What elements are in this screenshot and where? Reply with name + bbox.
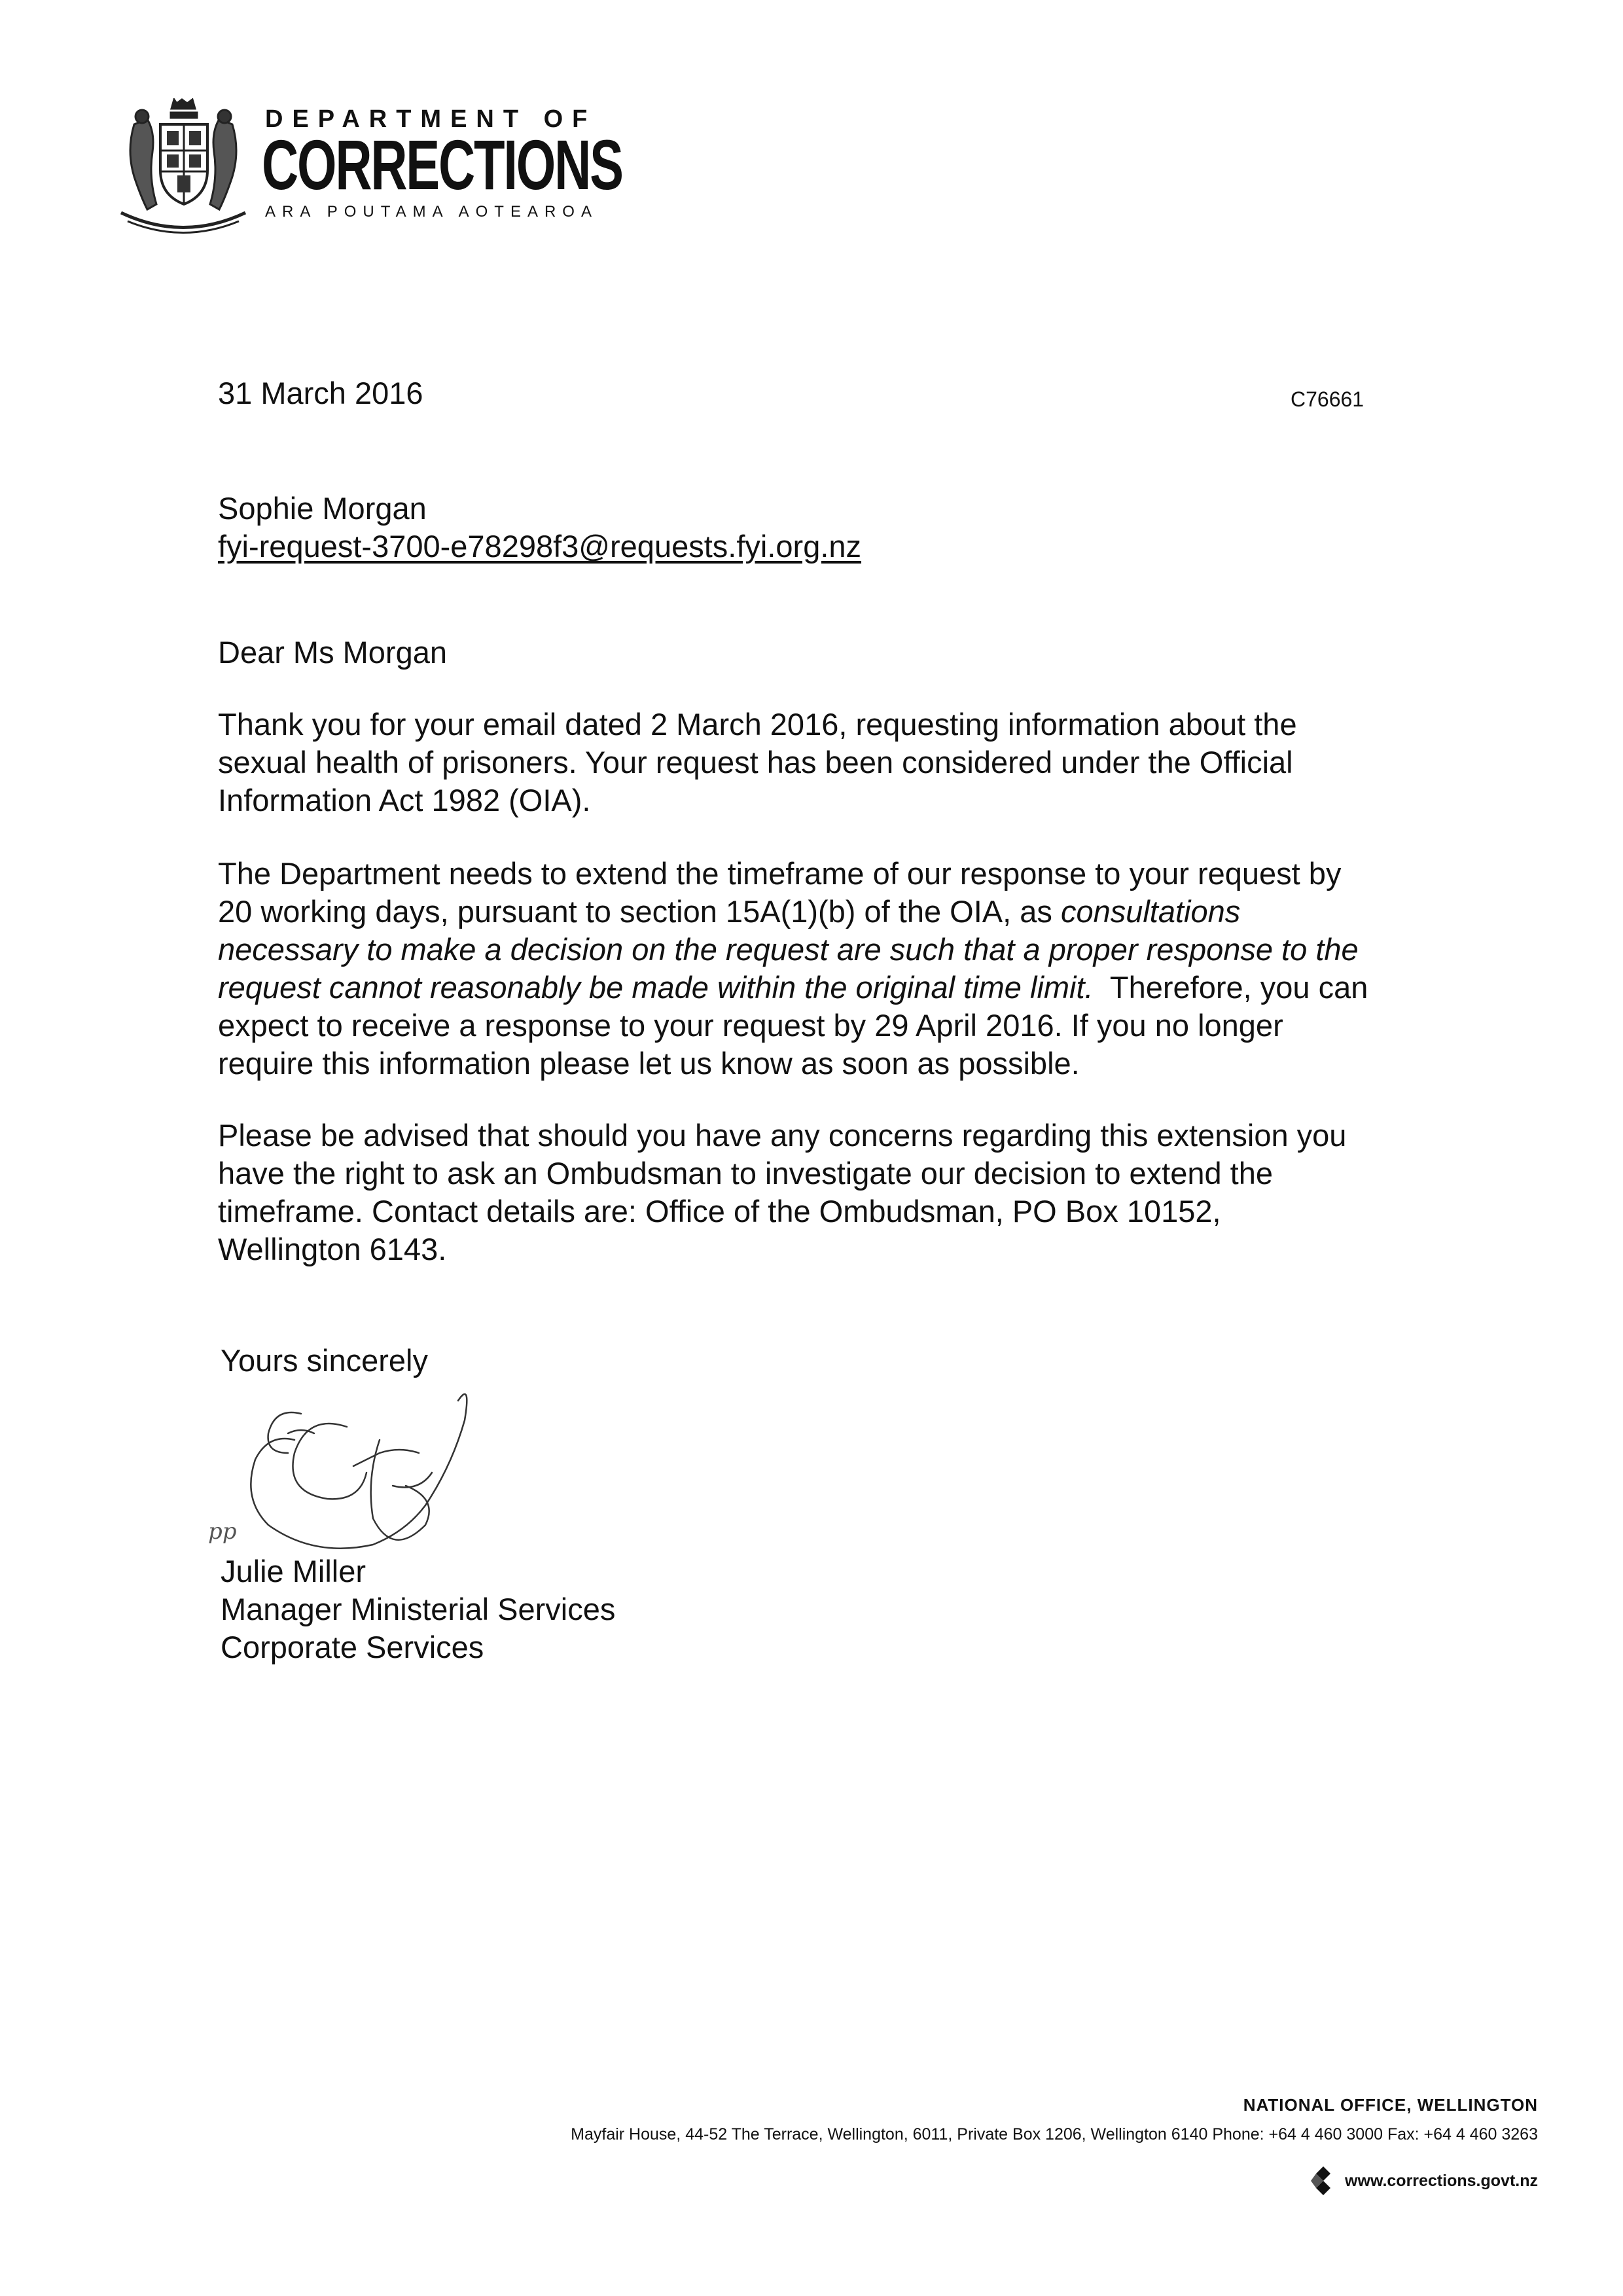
paragraph-3-line: Please be advised that should you have any concerns regarding this extension you — [218, 1118, 1347, 1153]
salutation: Dear Ms Morgan — [218, 635, 447, 670]
letterhead-maori-name: ARA POUTAMA AOTEAROA — [265, 203, 598, 221]
paragraph-2-line — [218, 893, 1240, 931]
paragraph-2-line: The Department needs to extend the timeframe of our response to your request by — [218, 856, 1342, 891]
paragraph-2-text: Therefore, you can — [1093, 970, 1368, 1005]
signatory-unit: Corporate Services — [221, 1630, 484, 1664]
paragraph-2-quote: necessary to make a decision on the request are such that a proper response to the — [218, 932, 1359, 967]
paragraph-1-line: Thank you for your email dated 2 March 2016, requesting information about the — [218, 707, 1297, 742]
paragraph-2-line: expect to receive a response to your request by 29 April 2016. If you no longer — [218, 1008, 1283, 1043]
paragraph-2-text: 20 working days, pursuant to section 15A(1)(b) of the OIA, as — [218, 894, 1061, 929]
footer-office-title: NATIONAL OFFICE, WELLINGTON — [1243, 2095, 1538, 2115]
signatory-title: Manager Ministerial Services — [221, 1592, 616, 1626]
signature-pp-mark: pp — [208, 1518, 237, 1545]
paragraph-2-quote: request cannot reasonably be made within the original time limit. — [218, 970, 1094, 1005]
footer-address: Mayfair House, 44-52 The Terrace, Wellington, 6011, Private Box 1206, Wellington 6140 Phone: +64 4 460 3000 Fax: +64 4 460 3263 — [571, 2125, 1538, 2144]
corrections-diamond-icon — [1311, 2166, 1336, 2195]
paragraph-1-line: sexual health of prisoners. Your request has been considered under the Official — [218, 745, 1293, 780]
letterhead-corrections: CORRECTIONS — [262, 125, 622, 204]
coat-of-arms-logo — [115, 98, 252, 239]
closing: Yours sincerely — [221, 1343, 428, 1378]
letterhead-department-of: DEPARTMENT OF — [265, 105, 597, 133]
letter-date: 31 March 2016 — [218, 376, 423, 410]
recipient-name: Sophie Morgan — [218, 491, 427, 526]
paragraph-2-quote: consultations — [1060, 894, 1241, 929]
paragraph-3-line: have the right to ask an Ombudsman to investigate our decision to extend the — [218, 1156, 1274, 1191]
paragraph-2-line — [218, 969, 1368, 1007]
footer-website — [1311, 2166, 1538, 2195]
reference-number: C76661 — [1291, 387, 1364, 411]
website-link[interactable]: www.corrections.govt.nz — [1345, 2172, 1538, 2190]
paragraph-1-line: Information Act 1982 (OIA). — [218, 783, 591, 817]
paragraph-3-line: timeframe. Contact details are: Office of the Ombudsman, PO Box 10152, — [218, 1194, 1221, 1229]
recipient-email-link[interactable]: fyi-request-3700-e78298f3@requests.fyi.org.nz — [218, 529, 862, 564]
paragraph-3-line: Wellington 6143. — [218, 1232, 447, 1266]
paragraph-2-line — [218, 931, 1359, 969]
signatory-name: Julie Miller — [221, 1554, 366, 1588]
paragraph-2-line: require this information please let us know as soon as possible. — [218, 1046, 1080, 1081]
